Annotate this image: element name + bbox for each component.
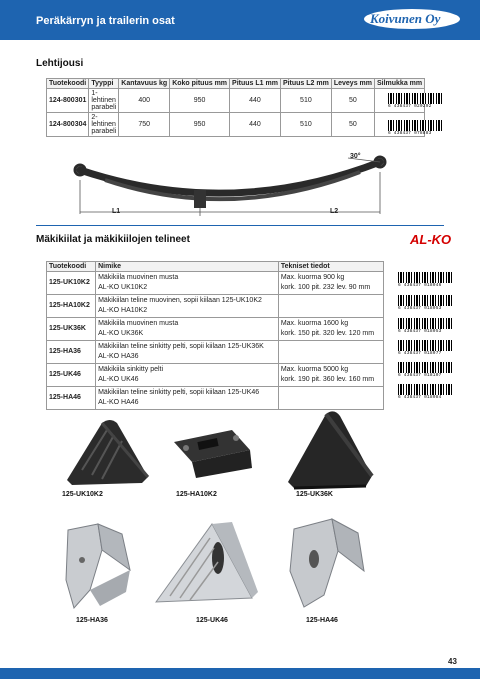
barcode-bars (398, 272, 454, 283)
col-header: Silmukka mm (374, 79, 424, 89)
table-row (47, 113, 425, 137)
chock-holder-ha46-image (280, 515, 370, 611)
table-row (47, 364, 384, 387)
product-name (96, 341, 279, 364)
name-line: AL-KO UK46 (98, 376, 139, 383)
name-line: AL-KO HA46 (98, 399, 139, 406)
table-header-row (47, 79, 425, 89)
section-divider (36, 225, 444, 226)
page-footer-bar (0, 668, 480, 679)
name-line: Mäkikiilan teline sinkitty pelti, sopii kiilaan 125-UK46 (98, 389, 260, 396)
spec-line: Max. kuorma 5000 kg (280, 366, 349, 373)
leaf-spring-diagram (60, 150, 400, 220)
col-header: Koko pituus mm (170, 79, 230, 89)
spec-line: kork. 190 pit. 360 lev. 160 mm (280, 376, 375, 383)
barcode (398, 295, 454, 312)
logo-text: Koivunen Oy (370, 11, 441, 26)
caption-125-ha46: 125-HA46 (306, 617, 338, 624)
table-row (47, 387, 384, 410)
capacity-cell: 750 (119, 113, 170, 137)
l2-label: L2 (330, 208, 339, 215)
length-cell: 950 (170, 89, 230, 113)
barcode (398, 340, 454, 357)
name-line: Mäkikiila sinkitty pelti (98, 366, 164, 373)
name-line: Mäkikiila muovinen musta (98, 274, 179, 281)
col-header: Pituus L2 mm (280, 79, 331, 89)
product-name (96, 295, 279, 318)
table-row (47, 341, 384, 364)
l1-label: L1 (112, 208, 121, 215)
name-line: AL-KO UK36K (98, 330, 144, 337)
table-row (47, 89, 425, 113)
company-logo (362, 8, 462, 30)
product-code: 125-UK36K (47, 318, 96, 341)
col-header: Tyyppi (89, 79, 119, 89)
barcode-number: 6 438437 020292 (388, 104, 432, 109)
product-name (96, 272, 279, 295)
header-title: Peräkärryn ja trailerin osat (36, 15, 175, 27)
barcode-bars (398, 318, 454, 329)
col-header: Kantavuus kg (119, 79, 170, 89)
barcode-number: 6 438437 018046 (398, 283, 442, 288)
table-row (47, 318, 384, 341)
barcode-bars (388, 93, 444, 104)
caption-125-ha10k2: 125-HA10K2 (176, 491, 217, 498)
name-line: AL-KO HA36 (98, 353, 139, 360)
table-row (47, 272, 384, 295)
leaf-spring-table (46, 78, 425, 137)
page-number: 43 (448, 657, 457, 666)
barcode-bars (398, 384, 454, 395)
col-header: Pituus L1 mm (230, 79, 281, 89)
chock-holder-ha36-image (60, 520, 140, 612)
barcode-number: 6 438437 078883 (388, 131, 432, 136)
product-spec (278, 387, 383, 410)
spec-line: Max. kuorma 1600 kg (280, 320, 349, 327)
wheel-chock-uk10k2-image (62, 415, 152, 487)
wheel-chock-uk46-image (150, 518, 260, 610)
barcode (388, 120, 444, 137)
caption-125-uk10k2: 125-UK10K2 (62, 491, 103, 498)
spec-line: kork. 150 pit. 320 lev. 120 mm (280, 330, 375, 337)
barcode-bars (388, 120, 444, 131)
barcode-bars (398, 340, 454, 351)
product-spec (278, 295, 383, 318)
spec-line: kork. 100 pit. 232 lev. 90 mm (280, 284, 371, 291)
name-line: Mäkikiila muovinen musta (98, 320, 179, 327)
col-header: Nimike (96, 262, 279, 272)
product-name (96, 387, 279, 410)
product-name (96, 364, 279, 387)
col-header: Leveys mm (331, 79, 374, 89)
alko-logo: AL-KO (410, 232, 452, 247)
length-cell: 950 (170, 113, 230, 137)
product-type: 2-lehtinen parabeli (89, 113, 119, 137)
caption-125-ha36: 125-HA36 (76, 617, 108, 624)
l2-cell: 510 (280, 89, 331, 113)
col-header: Tekniset tiedot (278, 262, 383, 272)
product-spec (278, 272, 383, 295)
section-title-leaf-spring: Lehtijousi (36, 58, 84, 69)
barcode-number: 6 438437 018084 (398, 395, 442, 400)
barcode-number: 6 438437 018053 (398, 306, 442, 311)
product-code: 124-800304 (47, 113, 89, 137)
product-code: 125-UK46 (47, 364, 96, 387)
table-row (47, 295, 384, 318)
width-cell: 50 (331, 113, 374, 137)
barcode-bars (398, 295, 454, 306)
section-title-wheel-chocks: Mäkikiilat ja mäkikiilojen telineet (36, 234, 190, 245)
barcode (398, 362, 454, 379)
product-spec (278, 341, 383, 364)
name-line: Mäkikiilan teline muovinen, sopii kiilaan 125-UK10K2 (98, 297, 262, 304)
barcode-number: 6 438437 018053 (398, 329, 442, 334)
table-header-row (47, 262, 384, 272)
barcode (398, 384, 454, 401)
product-code: 125-HA46 (47, 387, 96, 410)
name-line: AL-KO UK10K2 (98, 284, 148, 291)
caption-125-uk46: 125-UK46 (196, 617, 228, 624)
barcode-number: 6 438437 018077 (398, 351, 442, 356)
product-name (96, 318, 279, 341)
name-line: AL-KO HA10K2 (98, 307, 148, 314)
chock-holder-ha10k2-image (168, 420, 256, 482)
capacity-cell: 400 (119, 89, 170, 113)
name-line: Mäkikiilan teline sinkitty pelti, sopii kiilaan 125-UK36K (98, 343, 264, 350)
angle-label: 30° (350, 153, 361, 160)
col-header: Tuotekoodi (47, 262, 96, 272)
barcode-number: 6 438437 018107 (398, 373, 442, 378)
barcode-bars (398, 362, 454, 373)
page-header (0, 0, 480, 40)
l2-cell: 510 (280, 113, 331, 137)
wheel-chock-table (46, 261, 384, 410)
width-cell: 50 (331, 89, 374, 113)
col-header: Tuotekoodi (47, 79, 89, 89)
product-spec (278, 364, 383, 387)
wheel-chock-uk36k-image (280, 408, 376, 490)
product-code: 125-HA36 (47, 341, 96, 364)
spec-line: Max. kuorma 900 kg (280, 274, 345, 281)
product-spec (278, 318, 383, 341)
product-code: 124-800301 (47, 89, 89, 113)
product-code: 125-HA10K2 (47, 295, 96, 318)
barcode (398, 272, 454, 289)
barcode (388, 93, 444, 110)
product-type: 1-lehtinen parabeli (89, 89, 119, 113)
l1-cell: 440 (230, 89, 281, 113)
caption-125-uk36k: 125-UK36K (296, 491, 333, 498)
barcode (398, 318, 454, 335)
product-code: 125-UK10K2 (47, 272, 96, 295)
l1-cell: 440 (230, 113, 281, 137)
